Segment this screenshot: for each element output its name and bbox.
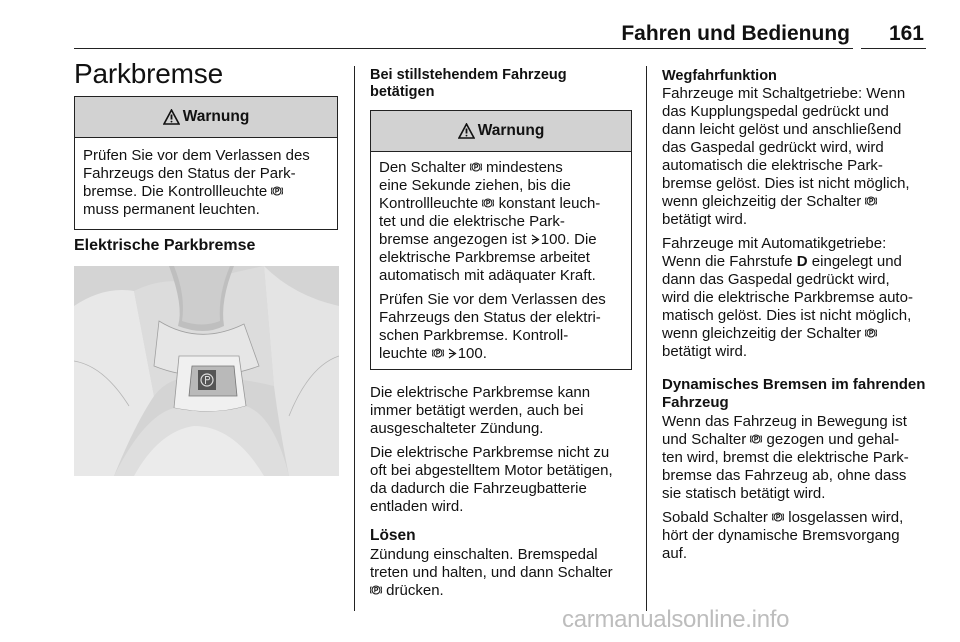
parking-brake-icon: [370, 584, 382, 596]
parking-brake-icon: [271, 185, 283, 197]
warning-box-left: [74, 96, 338, 230]
section-heading-dynamisches-bremsen: Dynamisches Bremsen im fahrenden Fahrzeug: [662, 376, 926, 411]
page-reference-link[interactable]: 100. Die: [540, 231, 597, 248]
column-divider-1: [354, 66, 355, 611]
warning-box-middle: [370, 110, 632, 370]
parking-brake-icon: [432, 347, 444, 359]
header-rule: [74, 48, 926, 49]
section-heading-betaetigen: Bei stillstehendem Fahrzeug betätigen: [370, 67, 567, 100]
warning-triangle-icon: [163, 109, 180, 125]
warning-paragraph-2: Prüfen Sie vor dem Verlassen des Fahrzeugs den Status der elektri- schen Parkbremse. Kontroll- leuchte 100.: [379, 291, 606, 362]
warning-text: Prüfen Sie vor dem Verlassen des Fahrzeugs den Status der Park- bremse. Die Kontrollleuchte muss permanent leuchten.: [83, 147, 310, 218]
warning-text: [371, 152, 631, 370]
parking-brake-icon: [772, 511, 784, 523]
warning-triangle-icon: [458, 123, 475, 139]
warning-heading: Warnung: [371, 111, 631, 152]
running-header-title: Fahren und Bedienung: [621, 22, 850, 45]
paragraph: Die elektrische Parkbremse kann immer betätigt werden, auch bei ausgeschalteter Zündung.: [370, 384, 591, 437]
warning-paragraph-1: Den Schalter mindestens eine Sekunde ziehen, bis die Kontrollleuchte konstant leuch- tet und die elektrische Park- bremse angezogen ist 100. Die elektrische Parkbremse arbeitet automatisch mit adäquater Kraft.: [379, 159, 601, 284]
section-heading-wegfahrfunktion: Wegfahrfunktion: [662, 68, 777, 84]
page-title: Parkbremse: [74, 58, 223, 89]
reference-arrow-icon: [531, 234, 540, 245]
paragraph: Wenn das Fahrzeug in Bewegung ist und Schalter gezogen und gehal- ten wird, bremst die elektrische Park- bremse das Fahrzeug ab, ohne dass sie statisch betätigt wird.: [662, 413, 909, 502]
paragraph: Fahrzeuge mit Automatikgetriebe: Wenn die Fahrstufe D eingelegt und dann das Gaspedal gedrückt wird, wird die elektrische Parkbremse auto- matisch gelöst. Dies ist nicht möglich, wenn gleichzeitig der Schalter betätigt wird.: [662, 235, 913, 360]
body-text-loesen: Zündung einschalten. Bremspedal treten und halten, und dann Schalter drücken.: [370, 546, 613, 599]
parking-brake-switch-illustration: [74, 266, 339, 476]
parking-brake-icon: [865, 327, 877, 339]
body-text-right: [662, 85, 932, 367]
reference-arrow-icon: [448, 348, 457, 359]
watermark: carmanualsonline.info: [562, 606, 790, 633]
body-text-dynamic: [662, 413, 932, 569]
parking-brake-icon: [750, 433, 762, 445]
paragraph: Fahrzeuge mit Schaltgetriebe: Wenn das Kupplungspedal gedrückt und dann leicht gelöst und anschließend das Gaspedal gedrückt wird, wird automatisch die elektrische Park- bremse gelöst. Dies ist nicht möglich, wenn gleichzeitig der Schalter betätigt wird.: [662, 85, 910, 228]
paragraph: Die elektrische Parkbremse nicht zu oft bei abgestelltem Motor betätigen, da dadurch die Fahrzeugbatterie entladen wird.: [370, 444, 613, 515]
section-heading-loesen: Lösen: [370, 527, 416, 544]
parking-brake-icon: [470, 161, 482, 173]
parking-brake-icon: [482, 197, 494, 209]
warning-heading: Warnung: [75, 97, 337, 138]
parking-brake-icon: [865, 195, 877, 207]
paragraph: Sobald Schalter losgelassen wird, hört der dynamische Bremsvorgang auf.: [662, 509, 904, 562]
page-reference-link[interactable]: 100.: [457, 345, 487, 362]
column-divider-2: [646, 66, 647, 611]
section-heading-elektrische-parkbremse: Elektrische Parkbremse: [74, 237, 256, 254]
page-number: 161: [888, 22, 924, 45]
body-text-middle: [370, 384, 640, 522]
